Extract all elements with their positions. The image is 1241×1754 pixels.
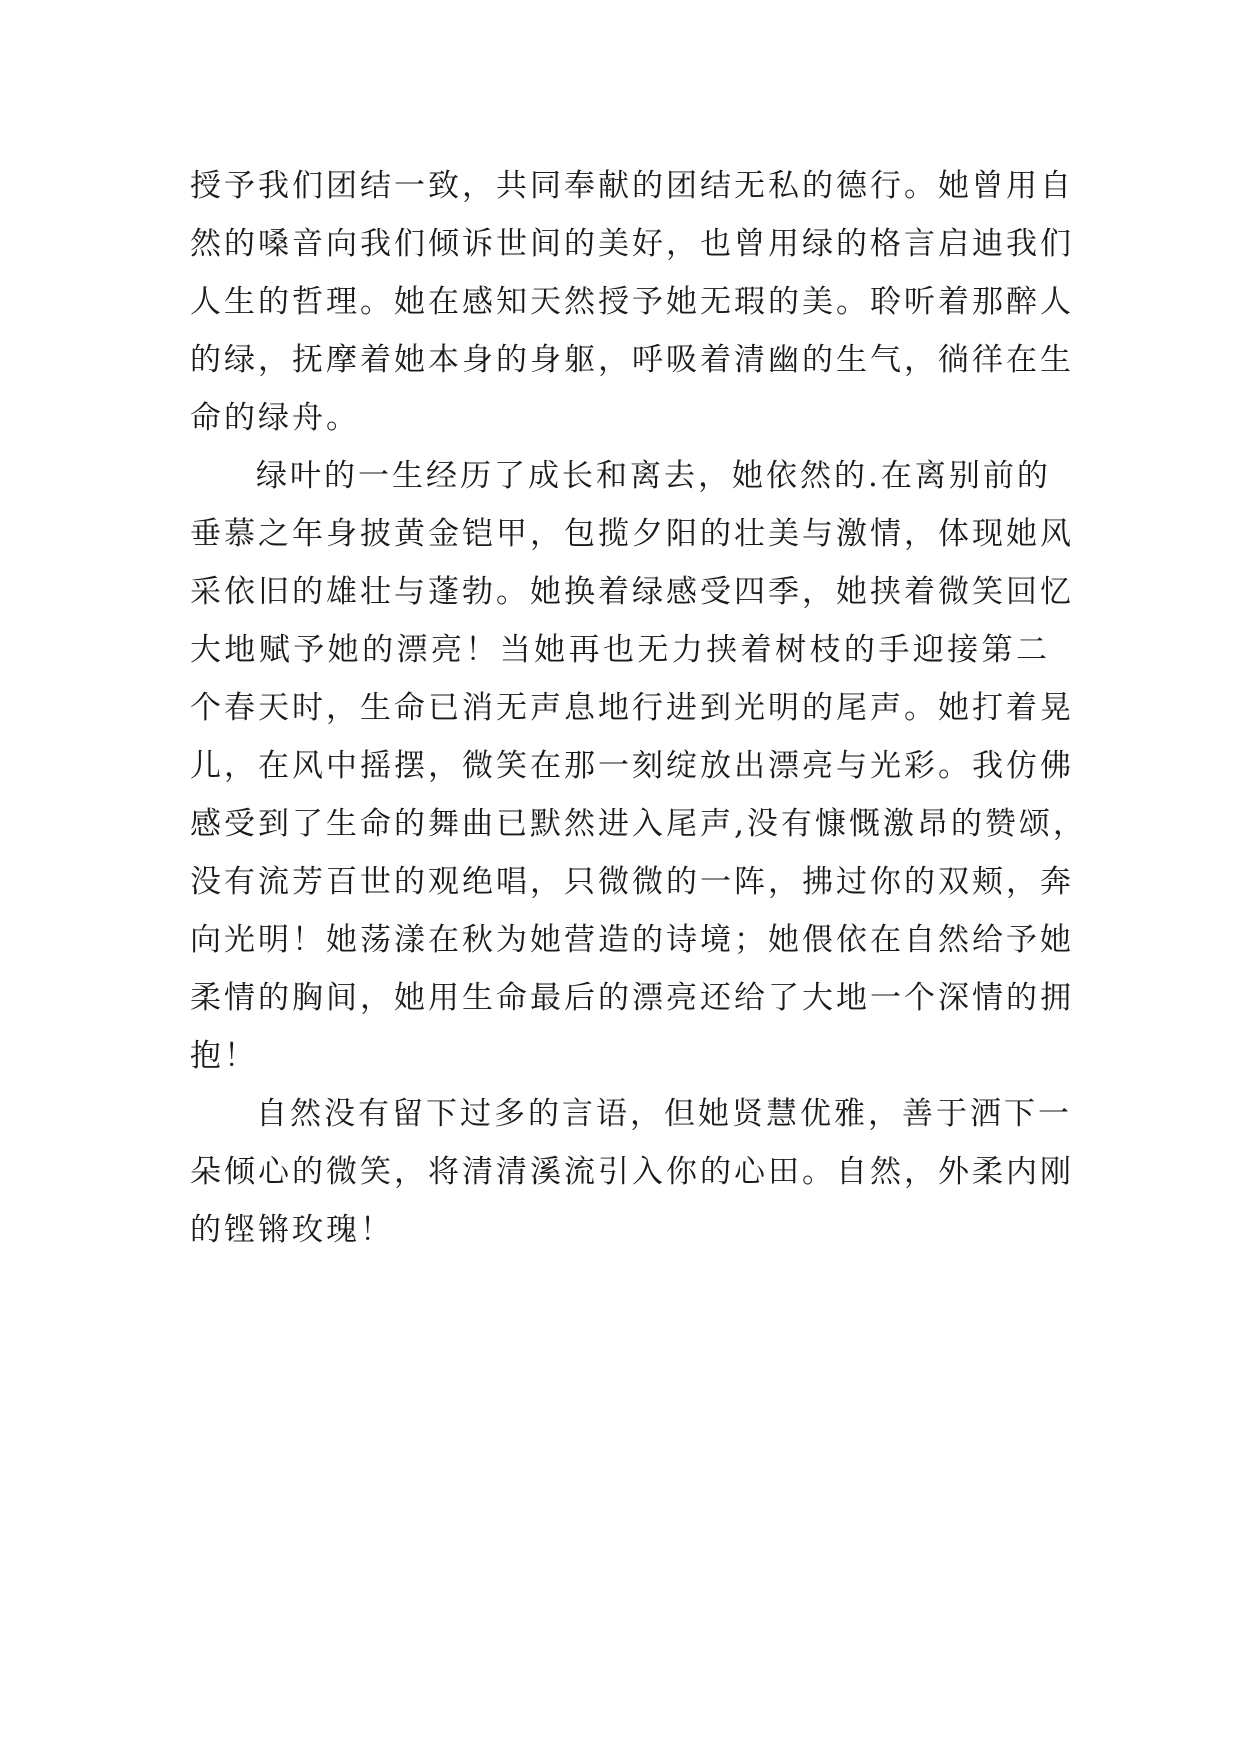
text-line: 绿叶的一生经历了成长和离去，她依然的.在离别前的: [256, 458, 1051, 494]
text-line: 个春天时，生命已消无声息地行进到光明的尾声。她打着晃: [190, 690, 1074, 726]
text-line: 儿，在风中摇摆，微笑在那一刻绽放出漂亮与光彩。我仿佛: [190, 748, 1074, 784]
text-line: 自然没有留下过多的言语，但她贤慧优雅，善于洒下一: [256, 1096, 1072, 1132]
text-line: 然的嗓音向我们倾诉世间的美好，也曾用绿的格言启迪我们: [190, 226, 1074, 262]
paragraph-3: [190, 1085, 1074, 1259]
text-line: 柔情的胸间，她用生命最后的漂亮还给了大地一个深情的拥: [190, 980, 1074, 1016]
text-line: 向光明！她荡漾在秋为她营造的诗境；她偎依在自然给予她: [190, 922, 1074, 958]
text-line: 朵倾心的微笑，将清清溪流引入你的心田。自然，外柔内刚: [190, 1154, 1074, 1190]
text-line: 人生的哲理。她在感知天然授予她无瑕的美。聆听着那醉人: [190, 284, 1074, 320]
text-line: 抱！: [190, 1038, 258, 1074]
text-line: 命的绿舟。: [190, 400, 360, 436]
text-line: 采依旧的雄壮与蓬勃。她换着绿感受四季，她挟着微笑回忆: [190, 574, 1074, 610]
text-line: 垂慕之年身披黄金铠甲，包揽夕阳的壮美与激情，体现她风: [190, 516, 1074, 552]
text-line: 的铿锵玫瑰！: [190, 1212, 394, 1248]
document-body: [190, 157, 1087, 1259]
text-line: 授予我们团结一致，共同奉献的团结无私的德行。她曾用自: [190, 168, 1074, 204]
text-line: 大地赋予她的漂亮！当她再也无力挟着树枝的手迎接第二: [190, 632, 1050, 668]
paragraph-1: [190, 157, 1074, 447]
text-line: 没有流芳百世的观绝唱，只微微的一阵，拂过你的双颊，奔: [190, 864, 1074, 900]
text-line: 感受到了生命的舞曲已默然进入尾声,没有慷慨激昂的赞颂，: [190, 806, 1087, 842]
paragraph-2: [190, 447, 1087, 1085]
text-line: 的绿，抚摩着她本身的身躯，呼吸着清幽的生气，徜徉在生: [190, 342, 1074, 378]
